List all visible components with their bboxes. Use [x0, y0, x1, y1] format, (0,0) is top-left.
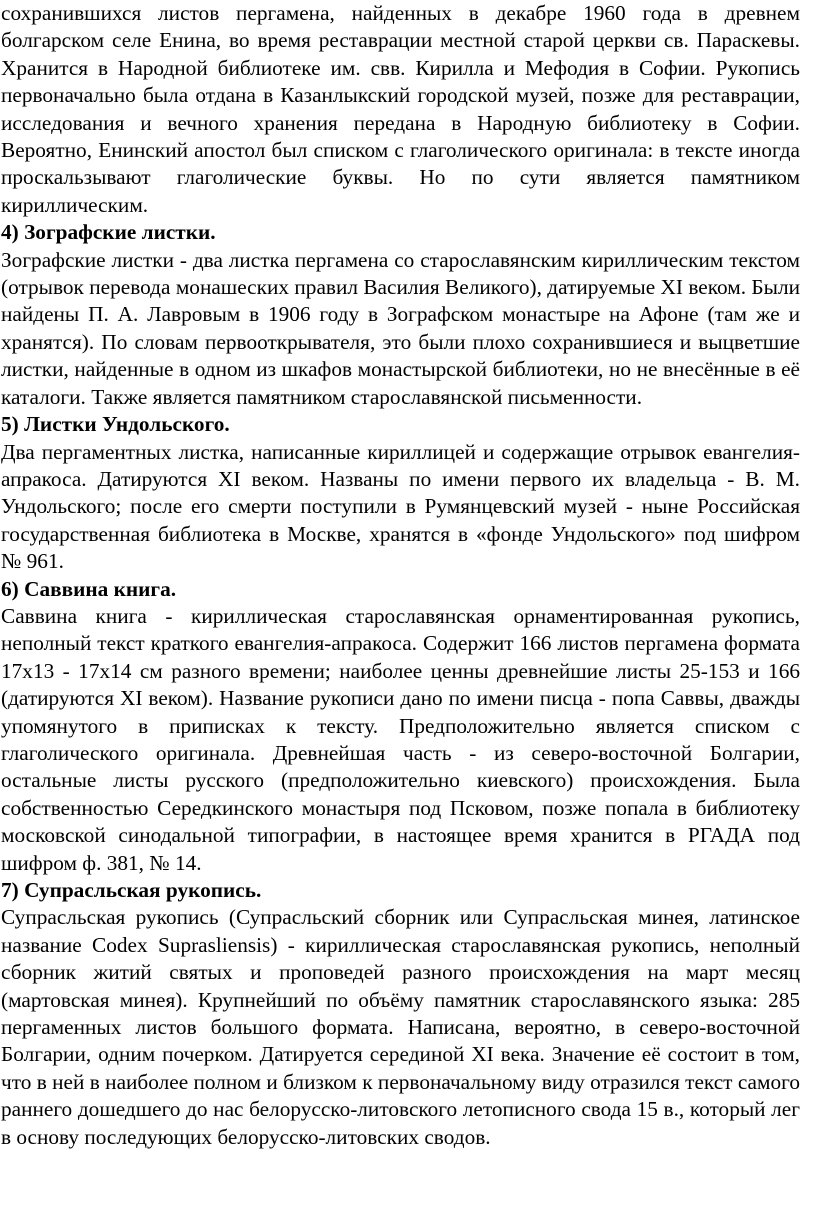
section-text: Два пергаментных листка, написанные кириллицей и содержащие отрывок евангелия-апракоса. Датируются XI веком. Названы по имени первого их владельца - В. М. Ундольского; после его смерти поступили в Румянцевский музей - ныне Российская государственная библиотека в Москве, хранятся в «фонде Ундольского» под шифром № 961. [1, 439, 800, 574]
section-heading: 7) Супрасльская рукопись. [1, 878, 262, 902]
section-zograph-leaves [1, 219, 800, 411]
section-text: Супрасльская рукопись (Супрасльский сборник или Супрасльская минея, латинское название Codex Suprasliensis) - кириллическая старославянская рукопись, неполный сборник житий святых и проповедей разного происхождения на март месяц (мартовская минея). Крупнейший по объёму памятник старославянского языка: 285 пергаменных листов большого формата. Написана, вероятно, в северо-восточной Болгарии, одним почерком. Датируется серединой XI века. Значение её состоит в том, что в ней в наиболее полном и близком к первоначальному виду отразился текст самого раннего дошедшего до нас белорусско-литовского летописного свода 15 в., который лег в основу последующих белорусско-литовских сводов. [1, 905, 800, 1149]
section-suprasl-manuscript [1, 877, 800, 1151]
section-heading: 4) Зографские листки. [1, 220, 216, 245]
section-text: Зографские листки - два листка пергамена со старославянским кириллическим текстом (отрывок перевода монашеских правил Василия Великого), датируемые XI веком. Были найдены П. А. Лавровым в 1906 году в Зографском монастыре на Афоне (там же и хранятся). По словам первооткрывателя, это были плохо сохранившиеся и выцветшие листки, найденные в одном из шкафов монастырской библиотеки, но не внесённые в её каталоги. Также является памятником старославянской письменности. [1, 247, 800, 409]
section-savvina-kniga [1, 576, 800, 877]
section-undolsky-leaves [1, 411, 800, 575]
intro-paragraph: сохранившихся листов пергамена, найденных в декабре 1960 года в древнем болгарском селе Енина, во время реставрации местной старой церкви св. Параскевы. Хранится в Народной библиотеке им. свв. Кирилла и Мефодия в Софии. Рукопись первоначально была отдана в Казанлыкский городской музей, позже для реставрации, исследования и вечного хранения передана в Народную библиотеку в Софии. Вероятно, Енинский апостол был списком с глаголического оригинала: в тексте иногда проскальзывают глаголические буквы. Но по сути является памятником кириллическим. [1, 1, 800, 217]
section-heading: 5) Листки Ундольского. [1, 412, 230, 437]
section-heading: 6) Саввина книга. [1, 576, 177, 601]
section-text: Саввина книга - кириллическая старославянская орнаментированная рукопись, неполный текст краткого евангелия-апракоса. Содержит 166 листов пергамена формата 17x13 - 17x14 см разного времени; наиболее ценны древнейшие листы 25-153 и 166 (датируются XI веком). Название рукописи дано по имени писца - попа Саввы, дважды упомянутого в приписках к тексту. Предположительно является списком с глаголического оригинала. Древнейшая часть - из северо-восточной Болгарии, остальные листы русского (предположительно киевского) происхождения. Была собственностью Середкинского монастыря под Псковом, позже попала в библиотеку московской синодальной типографии, в настоящее время хранится в РГАДА под шифром ф. 381, № 14. [1, 603, 800, 875]
